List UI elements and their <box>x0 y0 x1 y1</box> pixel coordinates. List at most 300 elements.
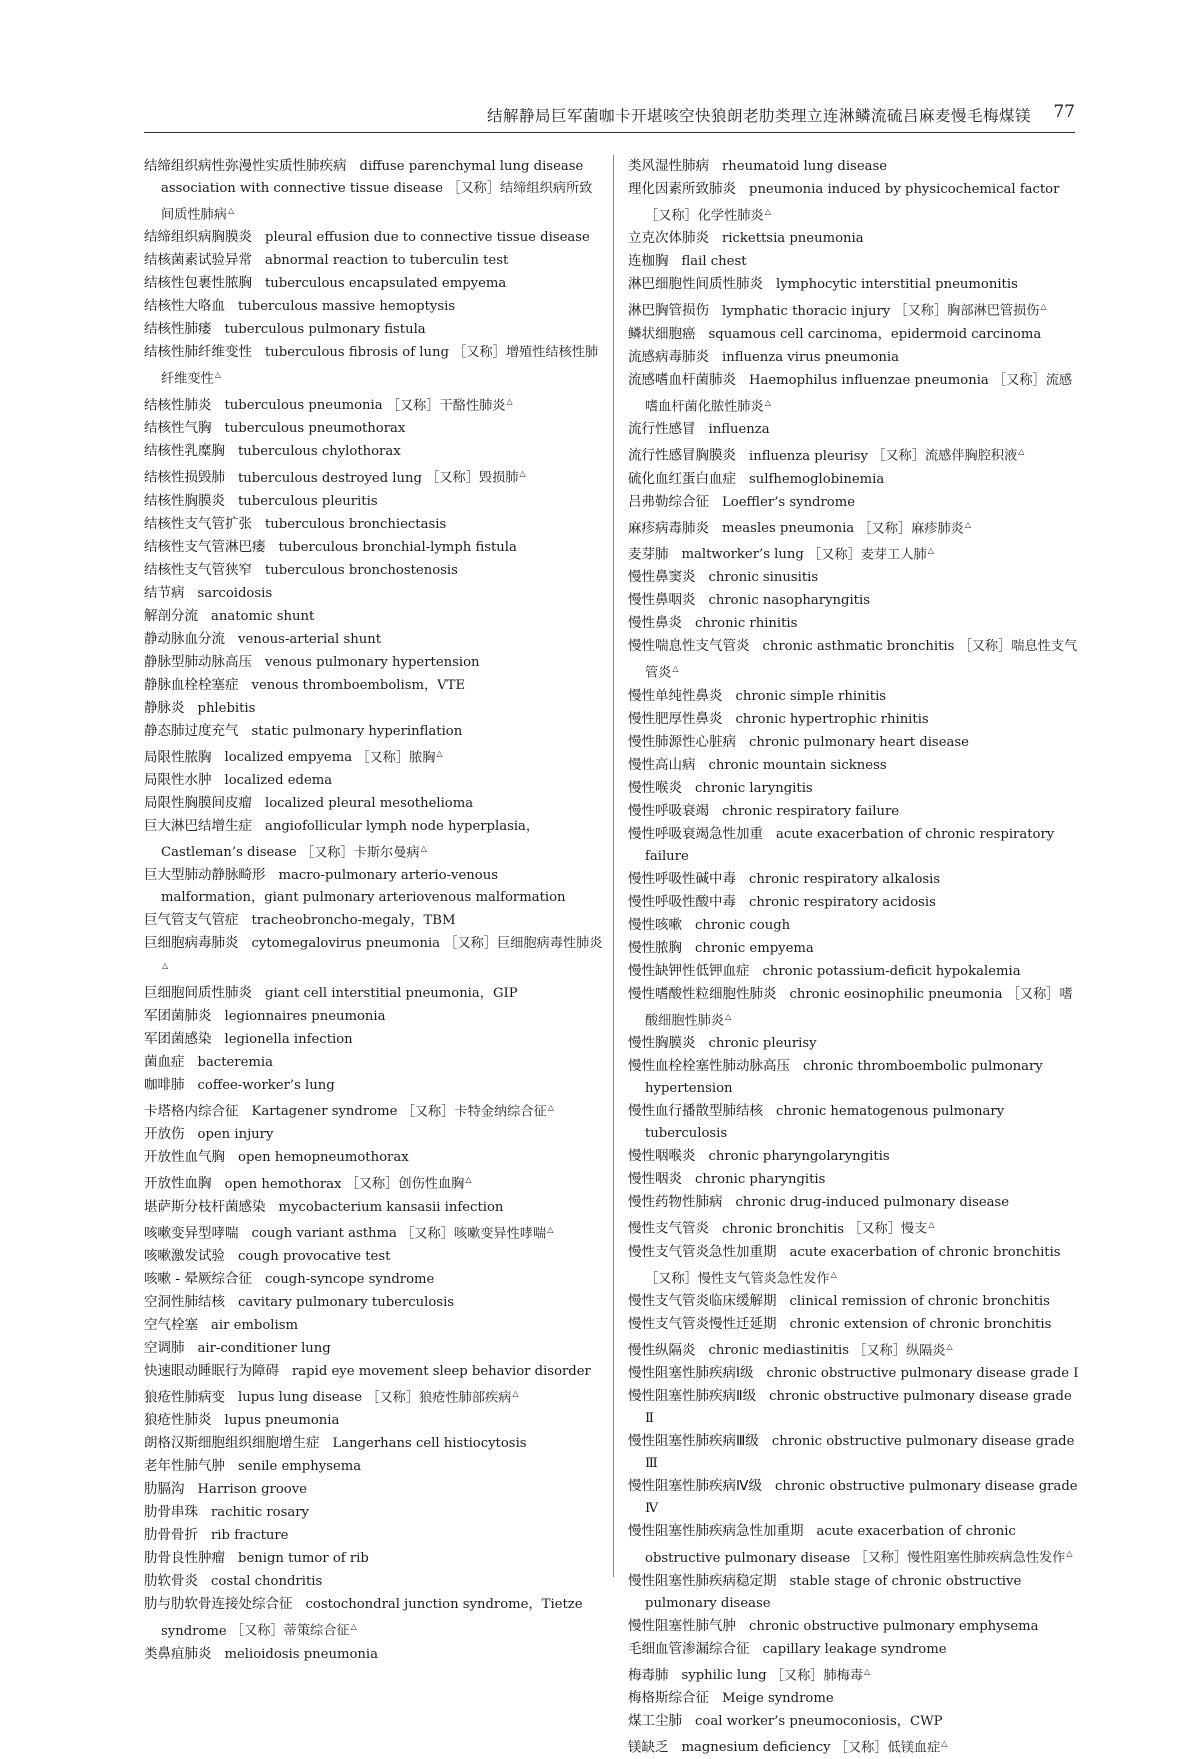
triangle-mark: △ <box>519 469 526 479</box>
term-chinese: 慢性鼻炎 <box>628 615 682 632</box>
term-chinese: 淋巴胸管损伤 <box>628 302 709 319</box>
term-english: lymphocytic interstitial pneumonitis <box>776 277 1018 293</box>
term-chinese: 开放性血气胸 <box>144 1149 225 1166</box>
term-chinese: 类风湿性肺病 <box>628 158 709 174</box>
term-english: legionnaires pneumonia <box>224 1008 386 1024</box>
term-english: chronic simple rhinitis <box>735 688 887 704</box>
term-english: tuberculous chylothorax <box>238 444 401 460</box>
term-english: phlebitis <box>197 700 256 716</box>
term-chinese: 肋与肋软骨连接处综合征 <box>144 1596 293 1613</box>
glossary-entry <box>628 1214 1083 1240</box>
term-chinese: 慢性胸膜炎 <box>628 1035 696 1052</box>
term-english: cough variant asthma <box>251 1225 397 1241</box>
glossary-entry <box>144 341 604 390</box>
glossary-entry <box>144 720 604 743</box>
term-chinese: 结核性包裹性脓胸 <box>144 275 252 292</box>
term-english: tuberculous bronchostenosis <box>265 562 458 578</box>
term-chinese: 麦芽肺 <box>628 546 669 563</box>
term-english: mycobacterium kansasii infection <box>278 1199 504 1215</box>
term-chinese: 快速眼动睡眠行为障碍 <box>144 1362 279 1379</box>
glossary-entry <box>628 983 1083 1032</box>
term-chinese: 静脉血栓栓塞症 <box>144 676 239 693</box>
term-chinese: 硫化血红蛋白血症 <box>628 470 736 487</box>
term-english: localized pleural mesothelioma <box>265 795 474 811</box>
term-chinese: 开放性血胸 <box>144 1175 212 1192</box>
glossary-entry <box>628 1475 1083 1520</box>
glossary-entry <box>628 1638 1083 1661</box>
term-english: influenza pleurisy <box>749 448 868 464</box>
term-chinese: 流感嗜血杆菌肺炎 <box>628 371 736 388</box>
triangle-mark: △ <box>547 1224 554 1234</box>
term-english: sulfhemoglobinemia <box>749 471 885 487</box>
triangle-mark: △ <box>227 206 235 215</box>
triangle-mark: △ <box>1066 1549 1073 1559</box>
term-alias: ［又称］低镁血症 <box>834 1740 941 1756</box>
term-english: clinical remission of chronic bronchitis <box>789 1293 1050 1309</box>
term-alias: ［又称］干酪性肺炎 <box>386 398 506 414</box>
term-chinese: 类鼻疽肺炎 <box>144 1645 212 1662</box>
term-alias: ［又称］嗜酸细胞性肺炎 <box>645 986 1073 1029</box>
term-alias: ［又称］狼疮性肺部疾病 <box>366 1390 512 1406</box>
glossary-entry <box>144 318 604 341</box>
term-chinese: 麻疹病毒肺炎 <box>628 519 709 536</box>
term-english: tuberculous encapsulated empyema <box>265 276 507 292</box>
glossary-entry <box>144 536 604 559</box>
term-chinese: 肋膈沟 <box>144 1481 185 1498</box>
term-chinese: 结核性大咯血 <box>144 298 225 315</box>
glossary-entry <box>628 731 1083 754</box>
glossary-entry <box>144 1643 604 1666</box>
glossary-entry <box>144 1360 604 1383</box>
term-english: cough provocative test <box>238 1248 391 1264</box>
term-chinese: 慢性纵隔炎 <box>628 1342 696 1359</box>
glossary-entry <box>144 1593 604 1642</box>
term-alias: ［又称］流感嗜血杆菌化脓性肺炎 <box>645 372 1073 415</box>
glossary-entry <box>144 697 604 720</box>
glossary-entry <box>628 491 1083 514</box>
term-english: venous thromboembolism，VTE <box>251 677 466 693</box>
term-chinese: 肋骨串珠 <box>144 1504 198 1521</box>
glossary-entry <box>144 1478 604 1501</box>
glossary-entry <box>628 1710 1083 1733</box>
glossary-entry <box>628 369 1083 418</box>
term-alias: ［又称］卡特金纳综合征 <box>401 1104 547 1120</box>
term-english: chronic respiratory acidosis <box>749 894 936 910</box>
glossary-entry <box>144 440 604 463</box>
term-chinese: 军团菌感染 <box>144 1030 212 1047</box>
term-chinese: 慢性单纯性鼻炎 <box>628 687 723 704</box>
triangle-mark: △ <box>725 1011 732 1021</box>
term-chinese: 卡塔格内综合征 <box>144 1103 239 1120</box>
term-chinese: 巨细胞病毒肺炎 <box>144 935 239 952</box>
glossary-entry <box>628 1661 1083 1687</box>
term-chinese: 慢性呼吸衰竭 <box>628 802 709 819</box>
glossary-entry <box>628 685 1083 708</box>
term-chinese: 慢性支气管炎 <box>628 1220 709 1237</box>
term-chinese: 慢性喉炎 <box>628 779 682 796</box>
glossary-entry <box>144 272 604 295</box>
term-english: influenza <box>708 422 770 438</box>
term-chinese: 结核菌素试验异常 <box>144 252 252 269</box>
glossary-entry <box>144 1028 604 1051</box>
glossary-entry <box>144 792 604 815</box>
term-chinese: 结核性胸膜炎 <box>144 492 225 509</box>
term-english: venous pulmonary hypertension <box>265 654 480 670</box>
glossary-entry <box>628 1430 1083 1475</box>
term-english: melioidosis pneumonia <box>224 1646 378 1662</box>
glossary-entry <box>628 566 1083 589</box>
term-english: syphilic lung <box>681 1668 767 1684</box>
term-chinese: 慢性支气管炎临床缓解期 <box>628 1292 777 1309</box>
term-english: anatomic shunt <box>211 608 315 624</box>
term-english: rib fracture <box>211 1528 289 1544</box>
term-chinese: 慢性阻塞性肺疾病稳定期 <box>628 1572 777 1589</box>
triangle-mark: △ <box>1018 447 1025 457</box>
term-chinese: 慢性支气管炎慢性迁延期 <box>628 1315 777 1332</box>
term-chinese: 慢性呼吸衰竭急性加重 <box>628 825 763 842</box>
glossary-entry <box>628 589 1083 612</box>
glossary-entry <box>144 295 604 318</box>
glossary-entry <box>144 1051 604 1074</box>
term-chinese: 慢性鼻咽炎 <box>628 592 696 609</box>
term-chinese: 镁缺乏 <box>628 1739 669 1756</box>
term-chinese: 慢性血行播散型肺结核 <box>628 1103 763 1120</box>
term-chinese: 立克次体肺炎 <box>628 230 709 247</box>
glossary-entry <box>144 1146 604 1169</box>
term-english: chronic eosinophilic pneumonia <box>789 986 1003 1002</box>
glossary-entry <box>144 1337 604 1360</box>
term-english: costochondral junction syndrome，Tietze syndrome <box>161 1597 583 1639</box>
term-english: chronic pharyngolaryngitis <box>708 1149 890 1165</box>
term-chinese: 空气栓塞 <box>144 1316 198 1333</box>
term-alias: ［又称］肺梅毒 <box>770 1668 864 1684</box>
glossary-entry <box>144 909 604 932</box>
term-english: air-conditioner lung <box>197 1340 331 1356</box>
glossary-entry <box>144 864 604 909</box>
term-chinese: 军团菌肺炎 <box>144 1007 212 1024</box>
term-english: costal chondritis <box>211 1574 323 1590</box>
term-english: coal worker’s pneumoconiosis，CWP <box>695 1714 943 1730</box>
glossary-entry <box>628 777 1083 800</box>
term-english: rickettsia pneumonia <box>722 231 864 247</box>
term-english: cytomegalovirus pneumonia <box>251 936 441 952</box>
term-chinese: 结缔组织病胸膜炎 <box>144 229 252 246</box>
glossary-entry <box>144 417 604 440</box>
glossary-entry <box>144 628 604 651</box>
term-chinese: 咳嗽变异型哮喘 <box>144 1224 239 1241</box>
term-chinese: 流感病毒肺炎 <box>628 348 709 365</box>
term-chinese: 毛细血管渗漏综合征 <box>628 1640 750 1657</box>
term-alias: ［又称］流感伴胸腔积液 <box>872 448 1018 464</box>
term-chinese: 流行性感冒胸膜炎 <box>628 447 736 464</box>
term-english: tuberculous bronchial-lymph fistula <box>278 539 517 555</box>
glossary-entry <box>144 1291 604 1314</box>
term-chinese: 慢性呼吸性酸中毒 <box>628 893 736 910</box>
glossary-entry <box>628 323 1083 346</box>
term-chinese: 静脉型肺动脉高压 <box>144 653 252 670</box>
term-chinese: 吕弗勒综合征 <box>628 493 709 510</box>
glossary-entry <box>144 490 604 513</box>
triangle-mark: △ <box>928 1220 935 1230</box>
term-alias: ［又称］慢性支气管炎急性发作 <box>645 1270 830 1286</box>
glossary-entry <box>628 1168 1083 1191</box>
term-alias: ［又称］化学性肺炎 <box>645 208 764 224</box>
glossary-entry <box>144 155 604 226</box>
glossary-entry <box>144 513 604 536</box>
term-alias: ［又称］毁损肺 <box>426 470 519 486</box>
term-english: air embolism <box>211 1317 298 1333</box>
term-english: static pulmonary hyperinflation <box>251 723 463 739</box>
glossary-entry <box>628 823 1083 868</box>
term-chinese: 梅格斯综合征 <box>628 1690 709 1707</box>
glossary-entry <box>628 1385 1083 1430</box>
triangle-mark: △ <box>436 748 443 758</box>
term-alias: ［又称］麻疹肺炎 <box>858 520 964 536</box>
term-english: senile emphysema <box>238 1459 362 1475</box>
term-chinese: 解剖分流 <box>144 607 198 624</box>
term-english: chronic empyema <box>695 940 814 956</box>
triangle-mark: △ <box>764 207 771 216</box>
term-chinese: 局限性胸膜间皮瘤 <box>144 794 252 811</box>
glossary-entry <box>144 463 604 489</box>
term-chinese: 巨大型肺动静脉畸形 <box>144 867 266 884</box>
glossary-entry <box>628 1290 1083 1313</box>
term-chinese: 结缔组织病性弥漫性实质性肺疾病 <box>144 158 347 174</box>
term-english: Langerhans cell histiocytosis <box>332 1436 527 1452</box>
triangle-mark: △ <box>214 370 221 380</box>
term-english: acute exacerbation of chronic obstructive pulmonary disease <box>645 1524 1016 1566</box>
term-english: cough-syncope syndrome <box>264 1271 435 1287</box>
glossary-entry <box>628 296 1083 322</box>
term-chinese: 慢性阻塞性肺疾病Ⅲ级 <box>628 1433 759 1450</box>
term-chinese: 慢性阻塞性肺疾病Ⅱ级 <box>628 1388 757 1405</box>
glossary-entry <box>628 514 1083 540</box>
term-english: lupus lung disease <box>238 1390 363 1406</box>
term-english: sarcoidosis <box>197 585 273 601</box>
term-english: chronic mediastinitis <box>708 1343 850 1359</box>
right-column <box>628 155 1083 1759</box>
term-chinese: 巨细胞间质性肺炎 <box>144 984 252 1001</box>
glossary-entry <box>628 891 1083 914</box>
glossary-entry <box>628 178 1083 227</box>
term-alias: ［又称］慢支 <box>848 1221 928 1237</box>
term-alias: ［又称］卡斯尔曼病 <box>300 845 420 861</box>
glossary-entry <box>144 815 604 864</box>
term-chinese: 狼疮性肺炎 <box>144 1412 212 1429</box>
glossary-entry <box>628 1570 1083 1615</box>
term-chinese: 结核性气胸 <box>144 420 212 437</box>
term-english: localized empyema <box>224 749 353 765</box>
left-column <box>144 155 604 1666</box>
term-english: tuberculous massive hemoptysis <box>238 299 456 315</box>
term-chinese: 结核性乳糜胸 <box>144 443 225 460</box>
term-alias: ［又称］胸部淋巴管损伤 <box>894 303 1040 319</box>
term-english: chronic obstructive pulmonary emphysema <box>749 1618 1039 1634</box>
term-alias: ［又称］慢性阻塞性肺疾病急性发作 <box>854 1550 1066 1566</box>
term-chinese: 结核性支气管淋巴瘘 <box>144 538 266 555</box>
glossary-entry <box>628 754 1083 777</box>
term-english: lymphatic thoracic injury <box>722 303 891 319</box>
term-english: chronic pharyngitis <box>695 1172 826 1188</box>
glossary-entry <box>628 1520 1083 1569</box>
term-english: angiofollicular lymph node hyperplasia，Castleman’s disease <box>161 818 540 861</box>
glossary-entry <box>144 1383 604 1409</box>
glossary-entry <box>144 651 604 674</box>
glossary-entry <box>628 250 1083 273</box>
term-english: diffuse parenchymal lung disease association with connective tissue disease <box>161 159 584 196</box>
term-chinese: 慢性肺源性心脏病 <box>628 733 736 750</box>
glossary-entry <box>628 708 1083 731</box>
term-chinese: 局限性水肿 <box>144 771 212 788</box>
term-chinese: 巨气管支气管症 <box>144 912 239 929</box>
term-chinese: 菌血症 <box>144 1053 185 1070</box>
glossary-entry <box>144 1169 604 1195</box>
glossary-entry <box>144 1245 604 1268</box>
glossary-entry <box>628 635 1083 684</box>
term-english: Haemophilus influenzae pneumonia <box>749 372 989 388</box>
term-english: macro-pulmonary arterio-venous malformation，giant pulmonary arteriovenous malformation <box>161 868 566 906</box>
term-chinese: 开放伤 <box>144 1126 185 1143</box>
term-english: chronic thromboembolic pulmonary hypertension <box>645 1059 1043 1097</box>
term-english: maltworker’s lung <box>681 547 804 563</box>
glossary-entry <box>144 743 604 769</box>
term-english: chronic respiratory failure <box>722 803 900 819</box>
triangle-mark: △ <box>1040 302 1047 312</box>
term-alias: ［又称］脓胸 <box>356 749 436 765</box>
term-english: chronic extension of chronic bronchitis <box>789 1316 1052 1332</box>
glossary-entry <box>144 932 604 981</box>
term-english: chronic nasopharyngitis <box>708 593 870 609</box>
term-chinese: 朗格汉斯细胞组织细胞增生症 <box>144 1435 320 1452</box>
term-english: legionella infection <box>224 1031 353 1047</box>
term-english: chronic rhinitis <box>695 616 798 632</box>
term-alias: ［又称］喘息性支气管炎 <box>645 639 1078 681</box>
glossary-entry <box>144 674 604 697</box>
term-english: tuberculous fibrosis of lung <box>265 345 449 361</box>
term-chinese: 慢性高山病 <box>628 756 696 773</box>
glossary-entry <box>628 937 1083 960</box>
glossary-entry <box>628 1241 1083 1290</box>
term-english: chronic asthmatic bronchitis <box>762 639 955 655</box>
term-english: acute exacerbation of chronic respiratory failure <box>645 826 1055 864</box>
term-chinese: 连枷胸 <box>628 253 669 270</box>
term-english: flail chest <box>681 254 747 270</box>
term-english: stable stage of chronic obstructive pulmonary disease <box>645 1573 1022 1611</box>
term-chinese: 堪萨斯分枝杆菌感染 <box>144 1198 266 1215</box>
term-english: localized edema <box>224 772 333 788</box>
term-chinese: 淋巴细胞性间质性肺炎 <box>628 276 763 293</box>
term-english: chronic potassium-deficit hypokalemia <box>762 963 1021 979</box>
term-chinese: 咳嗽 - 晕厥综合征 <box>144 1270 252 1287</box>
term-english: chronic respiratory alkalosis <box>749 871 941 887</box>
glossary-entry <box>144 1097 604 1123</box>
glossary-entry <box>628 1032 1083 1055</box>
term-chinese: 肋骨良性肿瘤 <box>144 1550 225 1567</box>
term-english: tuberculous pneumothorax <box>224 421 406 437</box>
term-english: measles pneumonia <box>722 520 855 536</box>
term-english: chronic hematogenous pulmonary tuberculosis <box>645 1104 1005 1142</box>
glossary-entry <box>628 800 1083 823</box>
page-header <box>144 96 1075 133</box>
glossary-entry <box>144 1196 604 1219</box>
glossary-entry <box>144 1570 604 1593</box>
triangle-mark: △ <box>764 397 771 407</box>
term-english: chronic cough <box>695 917 791 933</box>
term-chinese: 静脉炎 <box>144 699 185 716</box>
term-chinese: 慢性阻塞性肺疾病Ⅳ级 <box>628 1478 762 1495</box>
term-english: open injury <box>197 1127 274 1143</box>
term-chinese: 鳞状细胞癌 <box>628 325 696 342</box>
term-chinese: 慢性肥厚性鼻炎 <box>628 710 723 727</box>
term-english: chronic pleurisy <box>708 1036 817 1052</box>
term-english: cavitary pulmonary tuberculosis <box>238 1294 455 1310</box>
term-english: tuberculous bronchiectasis <box>265 516 447 532</box>
term-chinese: 结核性肺炎 <box>144 397 212 414</box>
glossary-entry <box>144 1074 604 1097</box>
triangle-mark: △ <box>512 1388 519 1398</box>
term-english: squamous cell carcinoma，epidermoid carcinoma <box>708 326 1042 342</box>
glossary-entry <box>628 1336 1083 1362</box>
term-chinese: 结核性支气管狭窄 <box>144 561 252 578</box>
term-english: chronic bronchitis <box>722 1221 844 1237</box>
glossary-entry <box>628 540 1083 566</box>
term-chinese: 静动脉血分流 <box>144 630 225 647</box>
term-chinese: 结节病 <box>144 584 185 601</box>
term-alias: ［又称］增殖性结核性肺纤维变性 <box>161 345 599 387</box>
glossary-entry <box>628 273 1083 296</box>
page-number: 77 <box>1053 102 1075 122</box>
term-chinese: 煤工尘肺 <box>628 1713 682 1730</box>
glossary-entry <box>628 468 1083 491</box>
triangle-mark: △ <box>941 1739 948 1749</box>
term-chinese: 狼疮性肺病变 <box>144 1389 225 1406</box>
term-english: chronic obstructive pulmonary disease grade Ⅱ <box>645 1389 1072 1427</box>
term-chinese: 肋骨骨折 <box>144 1527 198 1544</box>
term-chinese: 结核性肺瘘 <box>144 321 212 338</box>
term-chinese: 咖啡肺 <box>144 1076 185 1093</box>
glossary-entry <box>144 605 604 628</box>
term-english: tracheobroncho-megaly，TBM <box>251 913 456 929</box>
term-chinese: 慢性喘息性支气管炎 <box>628 638 750 655</box>
glossary-entry <box>144 1219 604 1245</box>
term-chinese: 慢性嗜酸性粒细胞性肺炎 <box>628 985 777 1002</box>
glossary-entry <box>628 1145 1083 1168</box>
glossary-entry <box>628 1362 1083 1385</box>
term-english: chronic obstructive pulmonary disease grade Ⅳ <box>645 1479 1078 1517</box>
term-english: venous-arterial shunt <box>238 631 382 647</box>
term-english: chronic obstructive pulmonary disease grade Ⅲ <box>645 1434 1075 1472</box>
term-chinese: 慢性血栓栓塞性肺动脉高压 <box>628 1058 790 1075</box>
glossary-entry <box>144 582 604 605</box>
term-chinese: 慢性咽炎 <box>628 1171 682 1188</box>
glossary-entry <box>144 1123 604 1146</box>
term-chinese: 慢性阻塞性肺疾病急性加重期 <box>628 1523 804 1540</box>
glossary-entry <box>628 1687 1083 1710</box>
term-english: chronic sinusitis <box>708 570 819 586</box>
term-english: giant cell interstitial pneumonia，GIP <box>265 985 518 1001</box>
term-english: chronic obstructive pulmonary disease grade Ⅰ <box>766 1366 1079 1382</box>
term-alias: ［又称］纵隔炎 <box>853 1343 946 1359</box>
term-english: Kartagener syndrome <box>251 1104 398 1120</box>
triangle-mark: △ <box>927 545 934 555</box>
glossary-entry <box>628 1733 1083 1759</box>
glossary-entry <box>144 1547 604 1570</box>
term-english: rachitic rosary <box>211 1505 309 1521</box>
glossary-entry <box>144 249 604 272</box>
term-english: Meige syndrome <box>722 1691 834 1707</box>
glossary-entry <box>628 1615 1083 1638</box>
column-divider <box>613 155 614 1577</box>
